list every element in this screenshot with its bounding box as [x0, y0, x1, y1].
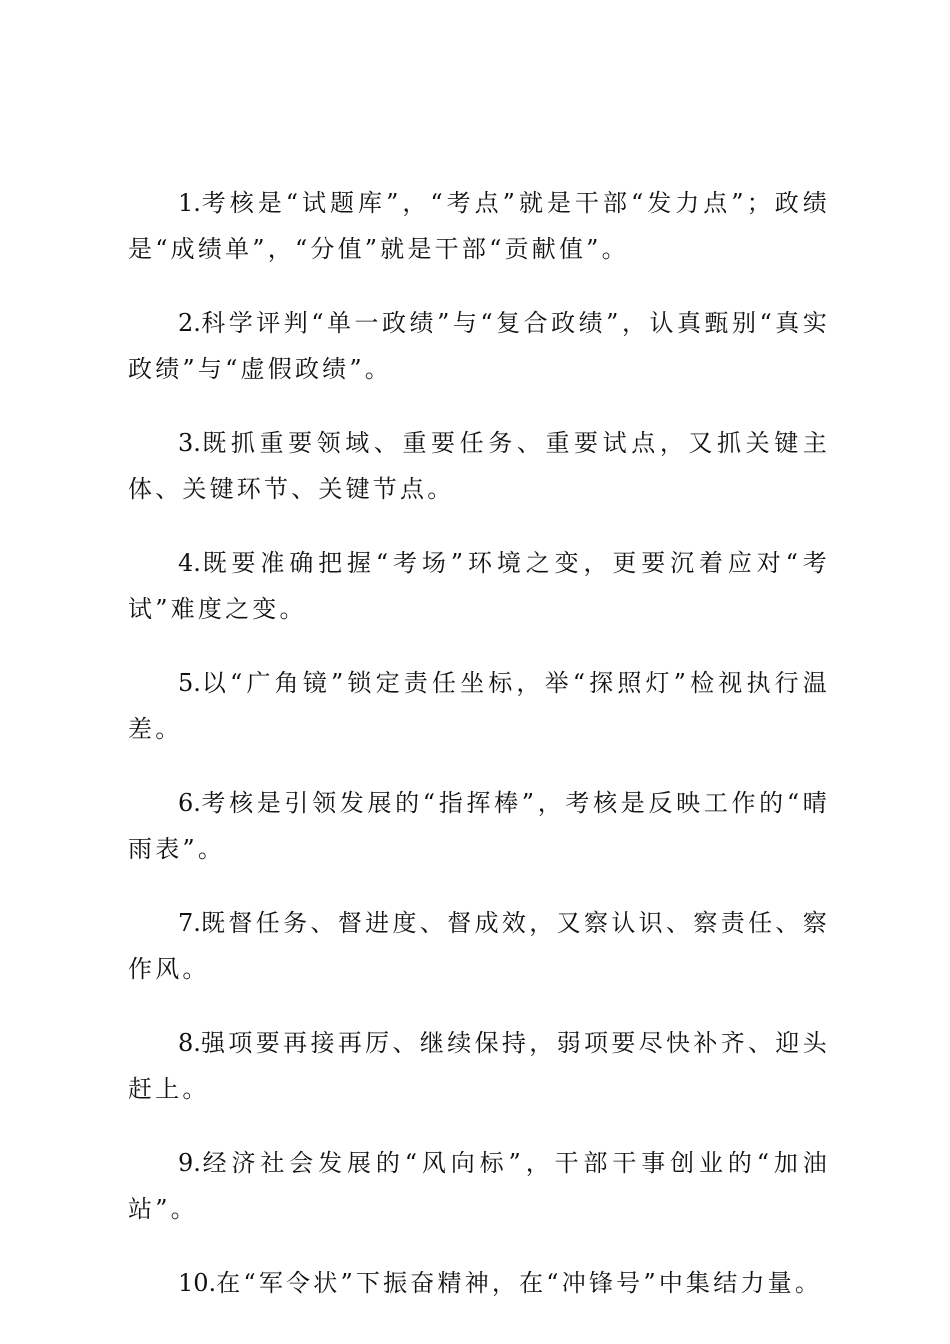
item-text: 经济社会发展的“风向标”，干部干事创业的“加油站”。	[128, 1149, 830, 1223]
item-text: 在“军令状”下振奋精神，在“冲锋号”中集结力量。	[216, 1269, 823, 1297]
list-item	[128, 1260, 830, 1306]
item-text: 强项要再接再厉、继续保持，弱项要尽快补齐、迎头赶上。	[128, 1029, 830, 1103]
item-number: 6.	[178, 789, 201, 817]
item-number: 8.	[178, 1029, 201, 1057]
list-item	[128, 1020, 830, 1112]
list-item	[128, 420, 830, 512]
item-number: 5.	[178, 669, 201, 697]
list-item	[128, 900, 830, 992]
item-text: 科学评判“单一政绩”与“复合政绩”，认真甄别“真实政绩”与“虚假政绩”。	[128, 309, 830, 383]
list-item	[128, 180, 830, 272]
list-item	[128, 660, 830, 752]
item-number: 1.	[178, 189, 201, 217]
item-text: 考核是“试题库”，“考点”就是干部“发力点”；政绩是“成绩单”，“分值”就是干部“贡献值”。	[128, 189, 830, 263]
item-number: 3.	[178, 429, 201, 457]
list-item	[128, 780, 830, 872]
item-number: 10.	[178, 1269, 217, 1297]
item-number: 9.	[178, 1149, 201, 1177]
item-number: 7.	[178, 909, 201, 937]
item-text: 考核是引领发展的“指挥棒”，考核是反映工作的“晴雨表”。	[128, 789, 830, 863]
list-item	[128, 300, 830, 392]
list-item	[128, 540, 830, 632]
item-text: 以“广角镜”锁定责任坐标，举“探照灯”检视执行温差。	[128, 669, 830, 743]
list-item	[128, 1140, 830, 1232]
document-body	[128, 180, 830, 1334]
item-text: 既要准确把握“考场”环境之变，更要沉着应对“考试”难度之变。	[128, 549, 830, 623]
item-number: 4.	[178, 549, 201, 577]
item-number: 2.	[178, 309, 201, 337]
item-text: 既督任务、督进度、督成效，又察认识、察责任、察作风。	[128, 909, 830, 983]
item-text: 既抓重要领域、重要任务、重要试点，又抓关键主体、关键环节、关键节点。	[128, 429, 830, 503]
